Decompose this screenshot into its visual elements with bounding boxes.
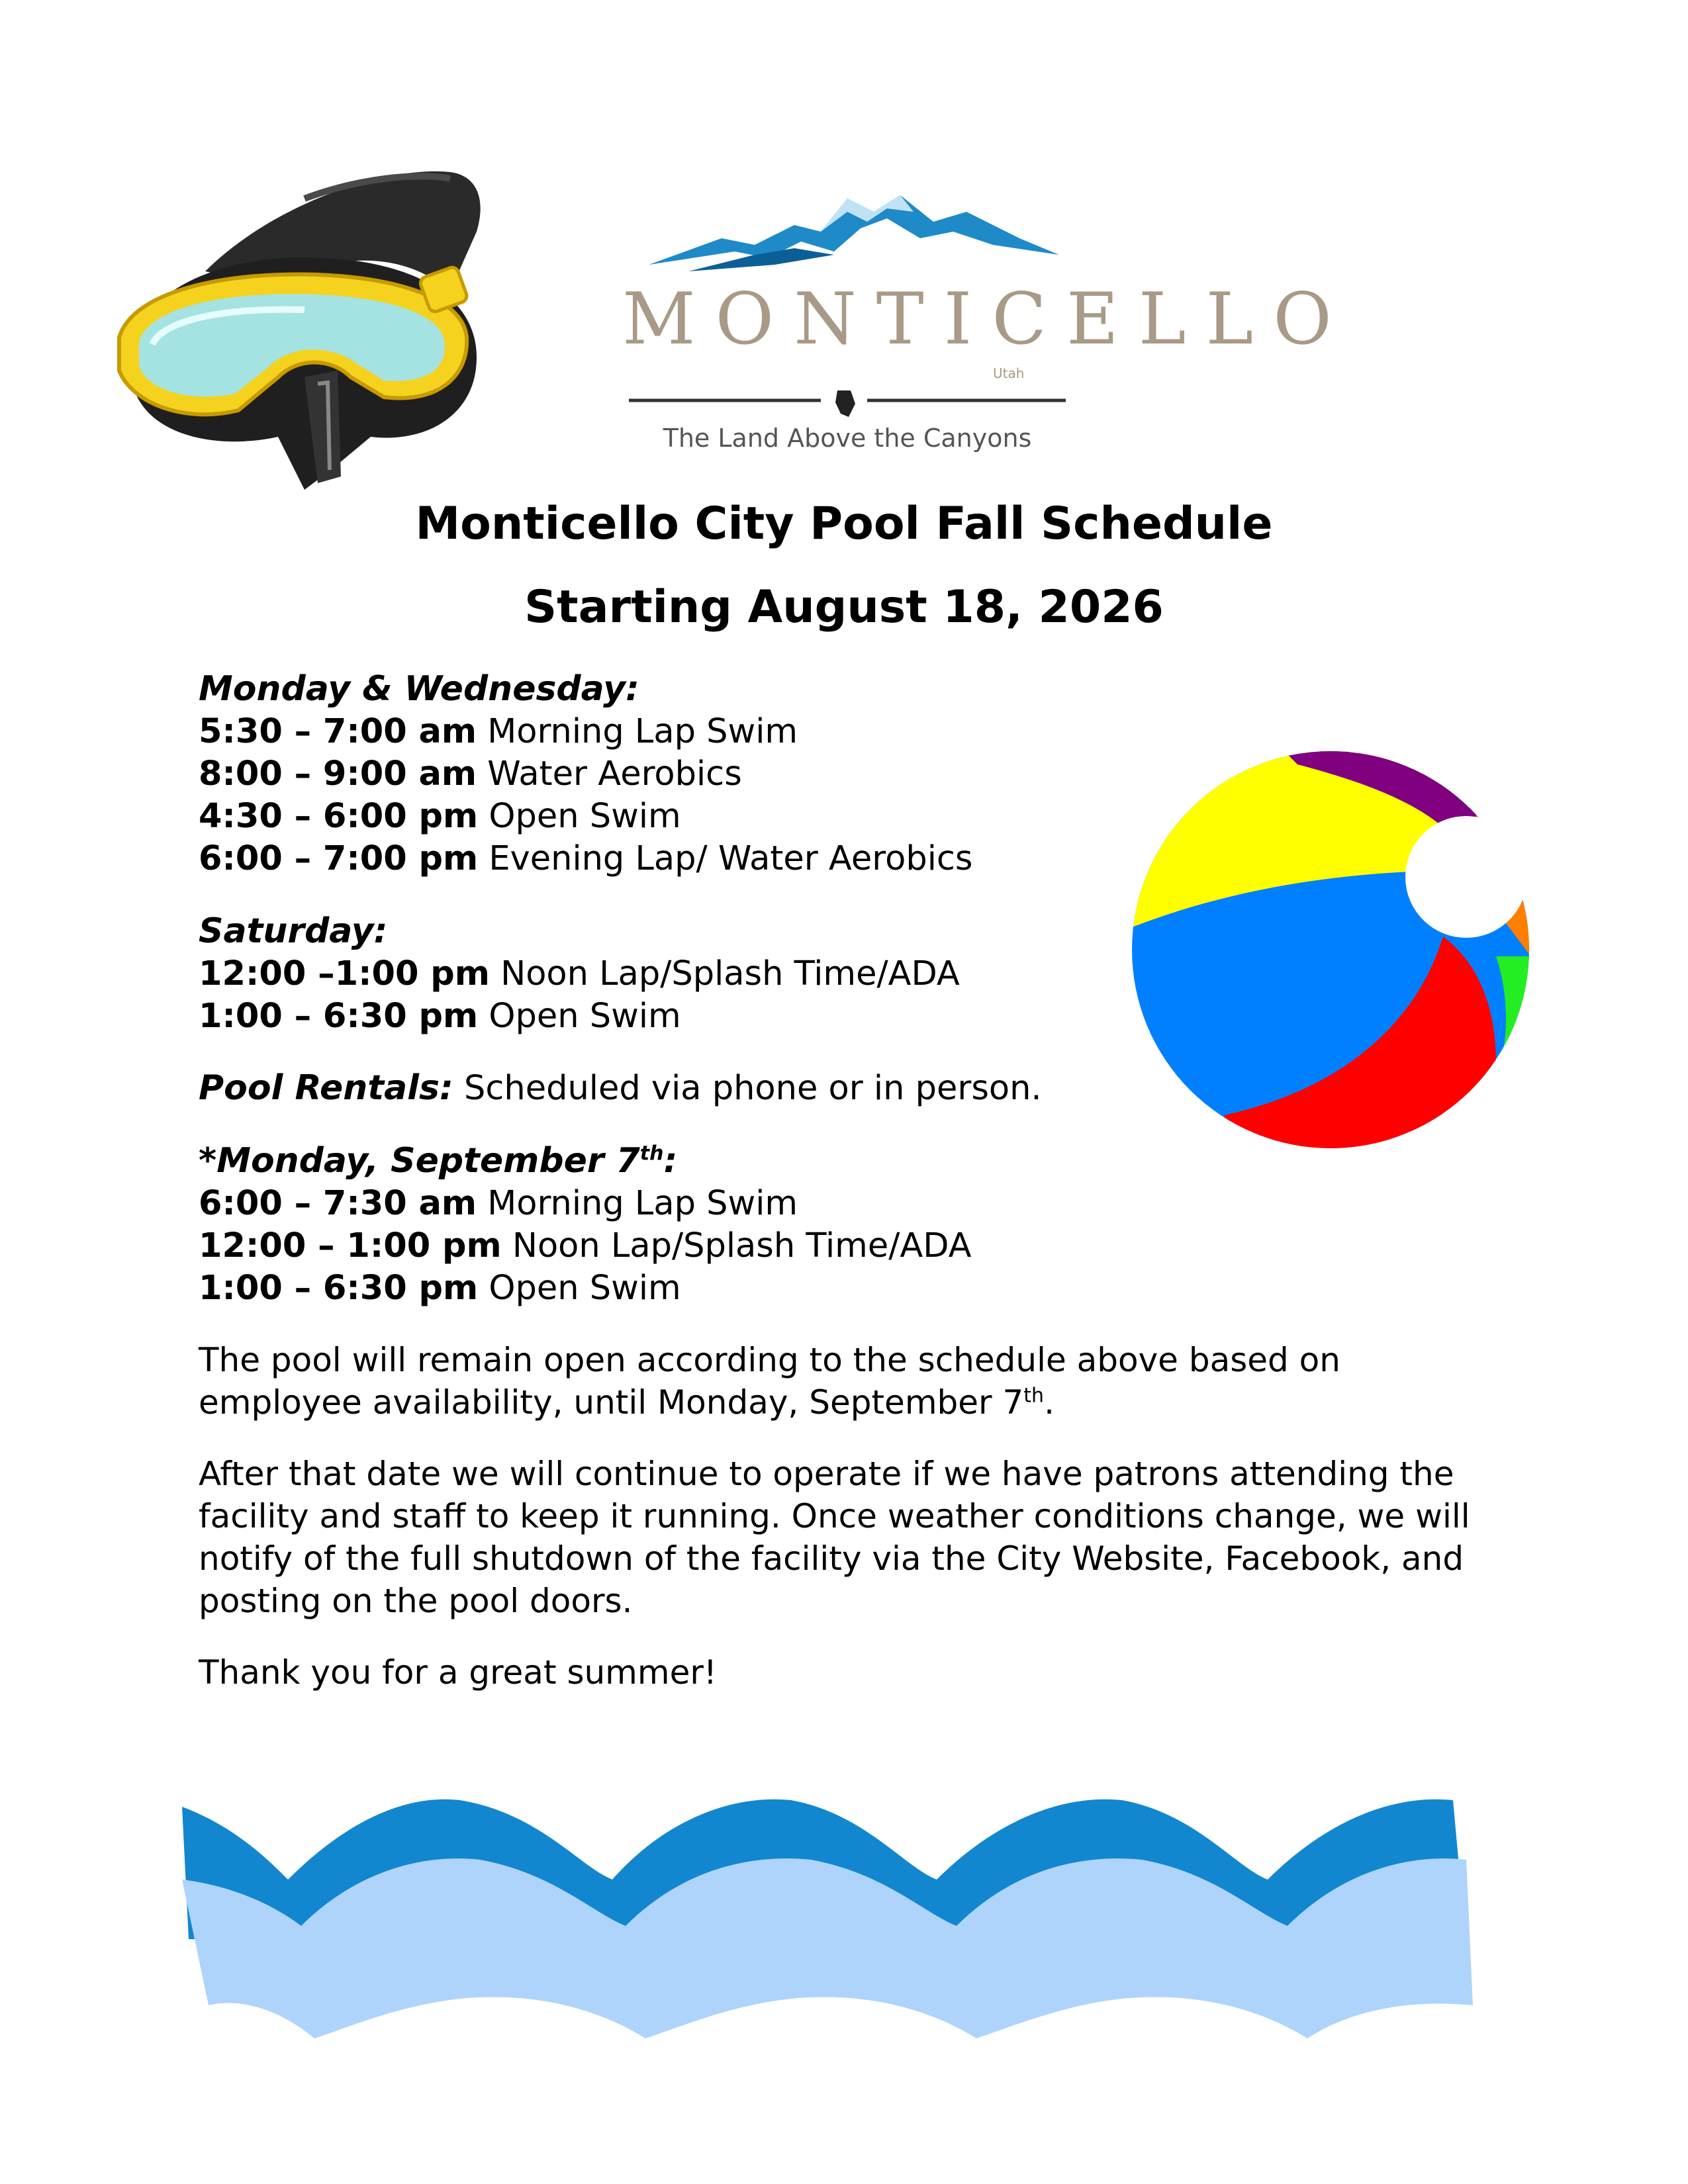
logo-tagline: The Land Above the Canyons — [663, 424, 1032, 453]
paragraph-shutdown-notice: After that date we will continue to operate if we have patrons attending the facility and staff to keep it running. Once weather conditions change, we will notify of the full shutdown of the facility via the City Website, Facebook, and posting on the pool doors. — [199, 1455, 1470, 1620]
schedule-item: 8:00 – 9:00 am Water Aerobics — [199, 754, 742, 794]
logo-state: Utah — [993, 365, 1025, 381]
waves-illustration — [182, 1787, 1506, 2038]
schedule-item: 4:30 – 6:00 pm Open Swim — [199, 797, 681, 836]
pool-rentals: Pool Rentals: Scheduled via phone or in person. — [199, 1068, 1042, 1108]
schedule-item: 6:00 – 7:30 am Morning Lap Swim — [199, 1184, 798, 1223]
mountains-icon — [622, 192, 1072, 278]
schedule-item: 5:30 – 7:00 am Morning Lap Swim — [199, 712, 798, 751]
schedule-item: 12:00 –1:00 pm Noon Lap/Splash Time/ADA — [199, 954, 960, 993]
page-subtitle: Starting August 18, 2026 — [524, 581, 1164, 633]
schedule-item: 6:00 – 7:00 pm Evening Lap/ Water Aerobics — [199, 839, 973, 878]
sept7-heading: *Monday, September 7th: — [199, 1141, 678, 1181]
mon-wed-heading: Monday & Wednesday: — [199, 669, 639, 709]
schedule-item: 1:00 – 6:30 pm Open Swim — [199, 1269, 681, 1308]
monticello-logo — [622, 192, 1352, 477]
paragraph-thank-you: Thank you for a great summer! — [199, 1653, 717, 1692]
logo-wordmark: MONTICELLO — [622, 278, 1352, 361]
saturday-heading: Saturday: — [199, 911, 388, 951]
beach-ball-illustration — [1125, 745, 1536, 1155]
diving-mask-illustration — [106, 159, 536, 503]
logo-divider — [622, 390, 1072, 424]
schedule-item: 12:00 – 1:00 pm Noon Lap/Splash Time/ADA — [199, 1226, 972, 1265]
page-title: Monticello City Pool Fall Schedule — [415, 498, 1273, 550]
schedule-item: 1:00 – 6:30 pm Open Swim — [199, 997, 681, 1036]
paragraph-open-notice: The pool will remain open according to the schedule above based on employee availability, until Monday, September 7th. — [199, 1341, 1340, 1422]
